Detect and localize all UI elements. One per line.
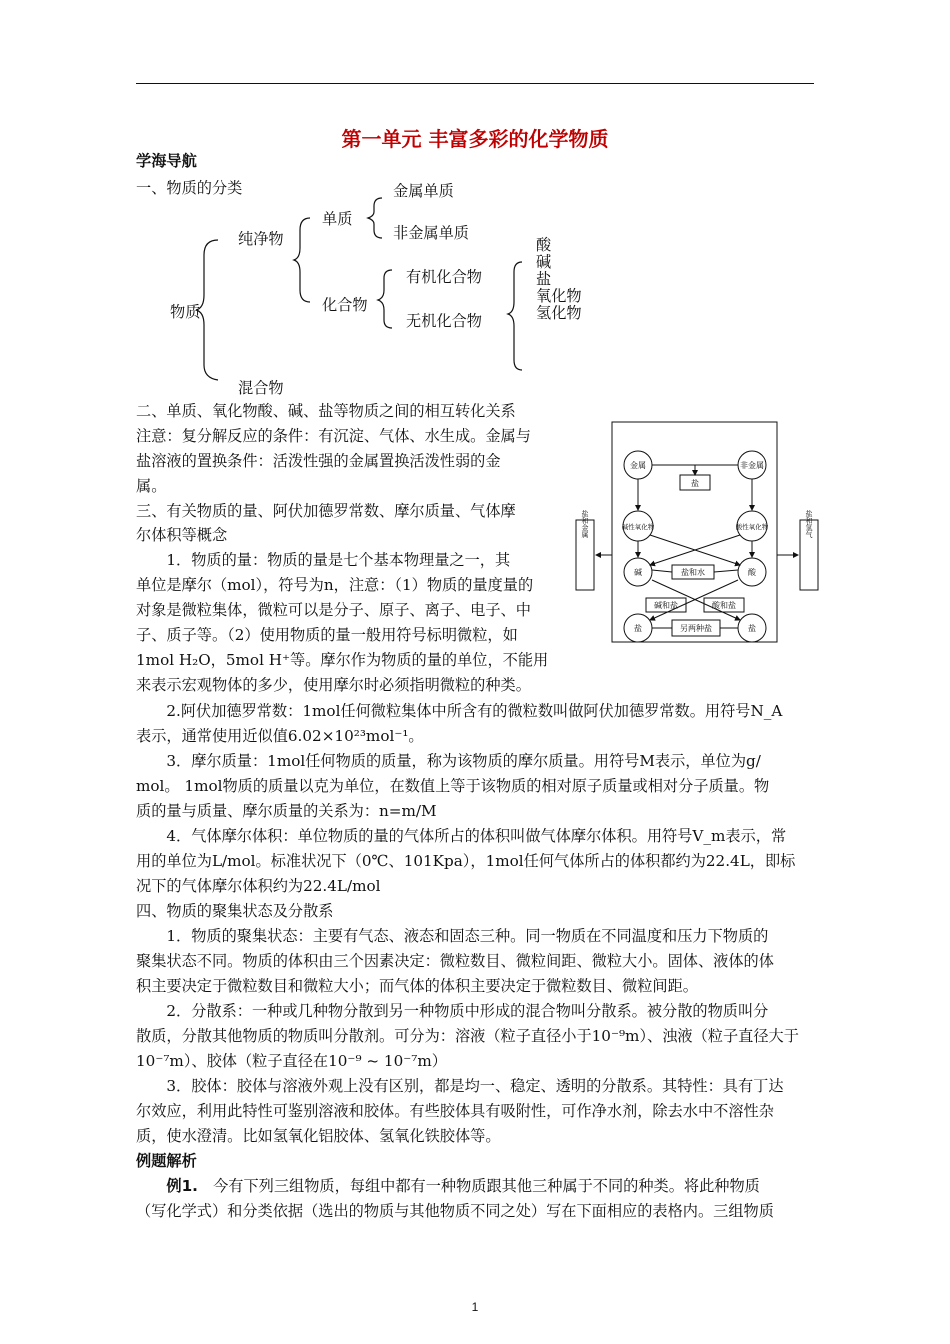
brace-compound — [378, 270, 392, 328]
section-heading: 学海导航 — [136, 152, 197, 170]
tree-metal-element: 金属单质 — [393, 182, 454, 200]
type-base: 碱 — [536, 253, 552, 271]
node-acid: 酸 — [748, 568, 756, 577]
tree-inorganic: 无机化合物 — [406, 312, 482, 330]
text-line: 子、质子等。（2）使用物质的量一般用符号标明微粒，如 — [136, 626, 518, 644]
node-two-salts: 另两种盐 — [680, 624, 712, 633]
text-line: 质，使水澄清。比如氢氧化铝胶体、氢氧化铁胶体等。 — [136, 1127, 501, 1145]
text-line: 1．物质的量：物质的量是七个基本物理量之一，其 — [136, 551, 511, 569]
side-salt-metal: 盐和金属 — [581, 510, 589, 538]
text-line: 2．分散系：一种或几种物分散到另一种物质中形成的混合物叫分散系。被分散的物质叫分 — [136, 1002, 769, 1020]
example-line: （写化学式）和分类依据（选出的物质与其他物质不同之处）写在下面相应的表格内。三组物质 — [136, 1202, 774, 1220]
text-line: 用的单位为L/mol。标准状况下（0℃、101Kpa），1mol任何气体所占的体积都约为22.4L，即标 — [136, 852, 796, 870]
node-nonmetal: 非金属 — [740, 461, 764, 470]
type-oxide: 氧化物 — [536, 287, 582, 305]
brace-inorganic — [508, 262, 522, 370]
type-salt: 盐 — [536, 270, 552, 288]
node-salt-left: 盐 — [634, 624, 642, 633]
text-line: 盐溶液的置换条件：活泼性强的金属置换活泼性弱的金 — [136, 452, 501, 470]
text-line: 3．摩尔质量：1mol任何物质的质量，称为该物质的摩尔质量。用符号M表示，单位为g/ — [136, 752, 761, 770]
header-rule — [136, 83, 814, 84]
tree-root: 物质 — [170, 303, 201, 321]
text-line: 表示，通常使用近似值6.02×10²³mol⁻¹。 — [136, 727, 424, 745]
node-acid-salt: 酸和盐 — [712, 601, 736, 610]
tree-mixture: 混合物 — [238, 379, 284, 397]
text-line: 聚集状态不同。物质的体积由三个因素决定：微粒数目、微粒间距、微粒大小。固体、液体的体 — [136, 952, 774, 970]
node-acidic-oxide: 酸性氧化物 — [735, 523, 769, 531]
text-line: 对象是微粒集体，微粒可以是分子、原子、离子、电子、中 — [136, 601, 531, 619]
text-line: 1．物质的聚集状态：主要有气态、液态和固态三种。同一物质在不同温度和压力下物质的 — [136, 927, 769, 945]
text-line: 4．气体摩尔体积：单位物质的量的气体所占的体积叫做气体摩尔体积。用符号V_m表示，常 — [136, 827, 787, 845]
node-base: 碱 — [634, 568, 642, 577]
classification-tree — [160, 230, 600, 400]
text-line: 注意：复分解反应的条件：有沉淀、气体、水生成。金属与 — [136, 427, 531, 445]
text-line: 10⁻⁷m）、胶体（粒子直径在10⁻⁹ ~ 10⁻⁷m） — [136, 1052, 447, 1070]
node-salt-right: 盐 — [748, 624, 756, 633]
text-line: mol。 1mol物质的质量以克为单位，在数值上等于该物质的相对原子质量或相对分子质量。物 — [136, 777, 770, 795]
brace-pure — [294, 218, 310, 302]
node-metal: 金属 — [630, 461, 646, 470]
tree-element: 单质 — [322, 210, 353, 228]
example-text: 今有下列三组物质，每组中都有一种物质跟其他三种属于不同的种类。将此种物质 — [213, 1177, 760, 1195]
transformation-diagram — [572, 420, 822, 650]
text-line: 三、有关物质的量、阿伏加德罗常数、摩尔质量、气体摩 — [136, 502, 516, 520]
node-basic-oxide: 碱性氧化物 — [621, 523, 655, 531]
text-line: 二、单质、氧化物酸、碱、盐等物质之间的相互转化关系 — [136, 402, 516, 420]
text-line: 单位是摩尔（mol），符号为n，注意：（1）物质的量度量的 — [136, 576, 534, 594]
example-label: 例1. — [166, 1177, 198, 1195]
text-line: 3．胶体：胶体与溶液外观上没有区别，都是均一、稳定、透明的分散系。其特性：具有丁达 — [136, 1077, 784, 1095]
tree-organic: 有机化合物 — [406, 268, 482, 286]
text-line: 属。 — [136, 477, 167, 495]
text-line: 质的量与质量、摩尔质量的关系为：n=m/M — [136, 802, 437, 820]
tree-inorganic-types — [536, 237, 582, 322]
tree-nonmetal-element: 非金属单质 — [393, 224, 469, 242]
text-line: 积主要决定于微粒数目和微粒大小；而气体的体积主要决定于微粒数目、微粒间距。 — [136, 977, 698, 995]
node-salt-top: 盐 — [691, 479, 699, 488]
type-acid: 酸 — [536, 236, 552, 254]
node-base-salt: 碱和盐 — [654, 601, 678, 610]
text-line: 来表示宏观物体的多少，使用摩尔时必须指明微粒的种类。 — [136, 676, 531, 694]
side-salt-hydrogen: 盐和氢气 — [805, 510, 813, 538]
text-line: 散质，分散其他物质的物质叫分散剂。可分为：溶液（粒子直径小于10⁻⁹m）、浊液（粒子直径大于 — [136, 1027, 799, 1045]
node-salt-water: 盐和水 — [681, 568, 705, 577]
page-title: 第一单元 丰富多彩的化学物质 — [341, 127, 609, 151]
page-number: 1 — [471, 1300, 479, 1314]
text-line: 四、物质的聚集状态及分散系 — [136, 902, 334, 920]
text-line: 2.阿伏加德罗常数：1mol任何微粒集体中所含有的微粒数叫做阿伏加德罗常数。用符号N_A — [136, 702, 783, 720]
tree-compound: 化合物 — [322, 296, 368, 314]
example-heading: 例题解析 — [136, 1152, 197, 1170]
text-line: 1mol H₂O，5mol H⁺等。摩尔作为物质的量的单位，不能用 — [136, 651, 549, 669]
brace-element — [368, 198, 382, 238]
classification-heading: 一、物质的分类 — [136, 179, 243, 197]
type-hydride: 氢化物 — [536, 304, 582, 322]
example-line — [136, 1175, 760, 1197]
text-line: 尔体积等概念 — [136, 526, 228, 544]
tree-pure: 纯净物 — [238, 230, 284, 248]
text-line: 尔效应，利用此特性可鉴别溶液和胶体。有些胶体具有吸附性，可作净水剂，除去水中不溶性杂 — [136, 1102, 774, 1120]
text-line: 况下的气体摩尔体积约为22.4L/mol — [136, 877, 381, 895]
